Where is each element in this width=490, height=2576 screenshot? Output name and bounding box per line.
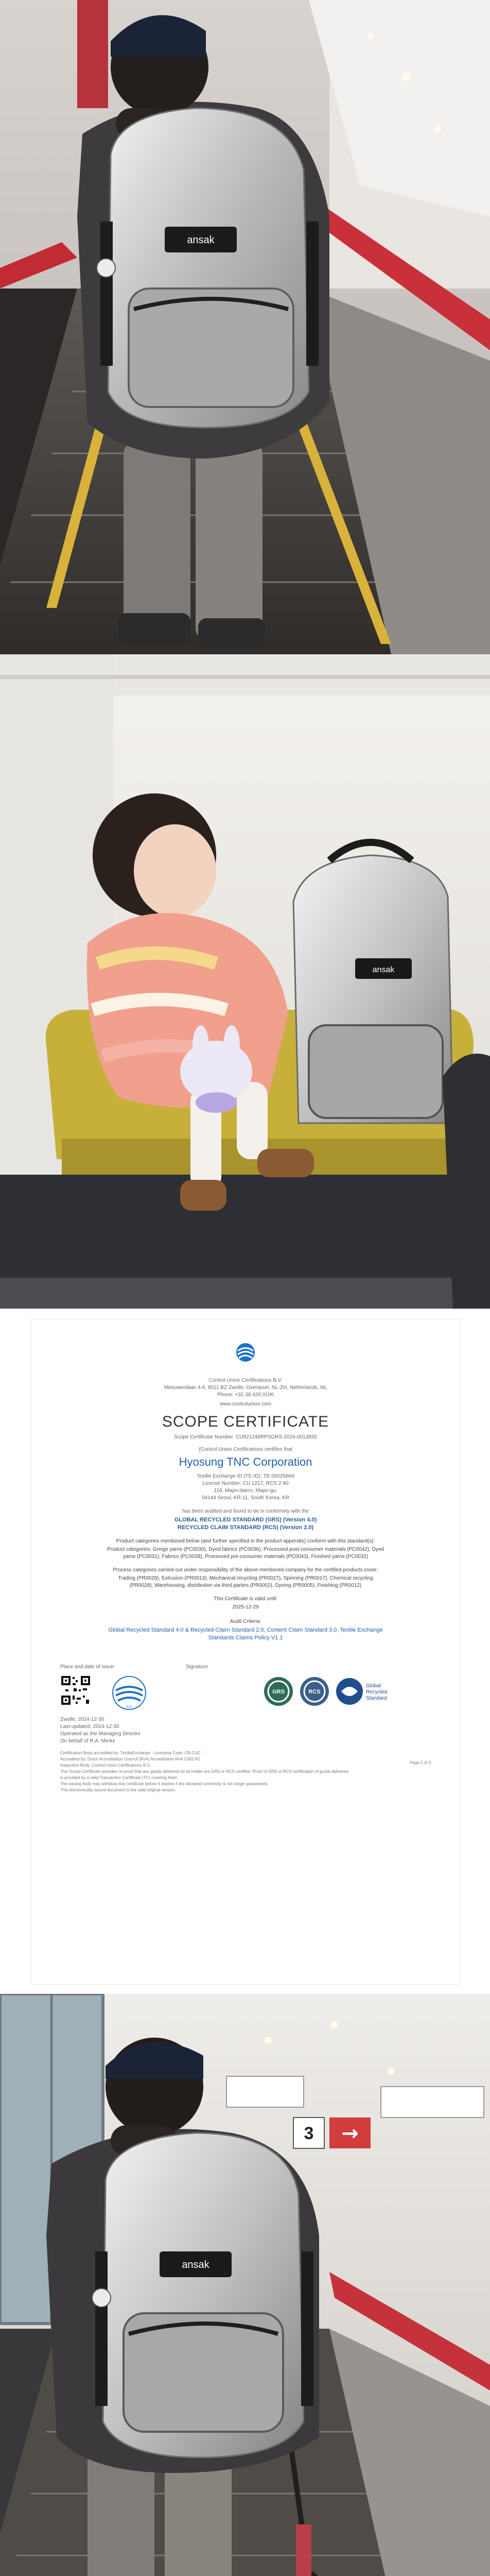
silver-backpack-on-seat [293, 842, 453, 1123]
photo-escalator-back-2 [0, 1994, 490, 2576]
audit-criteria-line-1: Global Recycled Standard 4.0 & Recycled Claim Standard 2.0, Content Claim Standard 3.0, Textile Exchange [108, 1627, 383, 1633]
grs-badge-icon [263, 1676, 294, 1709]
process-categories-heading: Process categories carried out under responsibility of the above-mentioned company for the certified products cover: [113, 1567, 378, 1573]
subway-seat-scene [0, 654, 490, 1309]
place-details-2: Last updated: 2024-12-30 [60, 1724, 119, 1730]
product-categories-line-2: yarns (PC0031), Fabrics (PC0028), Processed pre-consumer materials (PC0043), Finished yarns (PC0032) [122, 1554, 369, 1560]
control-union-seal-icon [109, 1675, 150, 1713]
place-of-issue-label: Place and date of issue: [60, 1664, 115, 1670]
process-categories-line-1: Trading (PR0028), Extrusion (PR0013), Mechanical recycling (PR0027), Spinning (PR0017), Chemical recycling [118, 1575, 373, 1581]
standard-grs: GLOBAL RECYCLED STANDARD (GRS) (Version 4.0) [174, 1517, 317, 1523]
product-categories-line-1: Product categories: Greige yarns (PC0030), Dyed fabrics (PC0036), Processed post-consumer materials (PC0042), Dyed [107, 1547, 384, 1552]
silver-backpack [97, 108, 319, 428]
scope-number: Scope Certificate Number: CU821248RPSGRS-2024-0013855 [174, 1434, 317, 1440]
place-details-4: On behalf of R.A. Merkx [60, 1738, 115, 1744]
footer-line-4: This Scope Certificate provides no proof that any goods delivered by its holder are GRS or RCS certified. Proof of GRS or RCS certification of goods delivered [60, 1769, 348, 1774]
silver-backpack-2 [92, 2133, 313, 2458]
company-address-2: 04144 Seoul, KR-11, South Korea, KR [202, 1495, 289, 1501]
seal-tag: CU [126, 1705, 132, 1709]
place-details-3: Operated as the Managing Director [60, 1731, 141, 1737]
direction-arrow-icon: → [341, 2122, 359, 2145]
issuer-address: Meeuwenlaan 4-6, 8011 BZ Zwolle, Overijssel, NL-ZH, Netherlands, NL [164, 1385, 327, 1391]
valid-until-date: 2025-12-29 [232, 1604, 259, 1610]
certifies-text: (Control Union Certifications certifies that [199, 1447, 292, 1452]
product-categories-heading: Product categories mentioned below (and further specified in the product appendix) conform with this standard(s): [116, 1538, 375, 1544]
bag-logo-text-2: ansak [372, 965, 395, 974]
textile-exchange-id: Textile Exchange ID (TE-ID): TE-00026664 [197, 1473, 294, 1479]
footer-line-6: The issuing body may withdraw this certificate before it expires if the declared conformity is not longer guaranteed. [60, 1782, 269, 1786]
global-recycled-standard-logo-icon [335, 1676, 402, 1709]
issuer-phone: Phone: +31 38 426 0100 [217, 1392, 274, 1398]
scope-certificate-section [0, 1309, 490, 1994]
control-union-logo-icon [235, 1342, 256, 1365]
certificate-title: SCOPE CERTIFICATE [162, 1413, 329, 1430]
issuer-name: Control Union Certifications B.V. [208, 1378, 283, 1383]
grs-badge-text: GRS [272, 1689, 285, 1695]
validity-note: This Certificate is valid until: [214, 1596, 277, 1602]
bag-logo-text-3: ansak [182, 2259, 209, 2270]
signature-label: Signature [186, 1664, 208, 1670]
footer-line-1: Certification Body accredited by: TextileExchange - Licensing Code: CB-CUC [60, 1751, 201, 1755]
audit-criteria-label: Audit Criteria: [230, 1619, 261, 1624]
footer-line-7: This electronically issued document is the valid original version. [60, 1788, 176, 1792]
audit-criteria-line-2: Standards Claims Policy V1.1 [208, 1635, 283, 1641]
audited-text: has been audited and found to be in conformity with the [182, 1509, 309, 1514]
standard-rcs: RECYCLED CLAIM STANDARD (RCS) (Version 2.0) [177, 1524, 314, 1531]
footer-line-5: is provided by a valid Transaction Certificate (TC) covering them. [60, 1775, 179, 1780]
grs-logo-line-1: Global [366, 1683, 381, 1689]
grs-logo-line-2: Recycled [366, 1689, 388, 1695]
license-number: License Number: CU 1217, RCS 2-90 [202, 1481, 289, 1486]
footer-line-3: Inspection Body: Control Union Certifications B.V. [60, 1763, 151, 1768]
escalator-scene-1 [0, 0, 490, 654]
company-address-1: 119, Mapo-daero, Mapo-gu, [214, 1488, 277, 1494]
photo-escalator-back-1 [0, 0, 490, 654]
scope-certificate-document [31, 1319, 460, 1985]
issuer-web: www.controlunion.com [219, 1401, 272, 1407]
company-name: Hyosung TNC Corporation [179, 1455, 312, 1468]
bag-logo-text: ansak [187, 234, 215, 246]
qr-code-icon [60, 1675, 91, 1708]
certificate-page-number: Page 1 of 3 [410, 1760, 431, 1765]
escalator-scene-2 [0, 1994, 490, 2576]
grs-logo-line-3: Standard [366, 1696, 387, 1701]
rcs-badge-icon [299, 1676, 330, 1709]
place-details-1: Zwolle, 2024-12-30 [60, 1717, 104, 1722]
photo-child-on-seat [0, 654, 490, 1309]
process-categories-line-2: (PR0028), Warehousing, distribution via third parties (PR0002), Dyeing (PR0005), Finishing (PR0012) [129, 1583, 362, 1588]
floor-number-text: 3 [304, 2124, 314, 2143]
footer-line-2: Accredited by: Dutch Accreditation Council (RvA) Accreditation RvA C002 R1 [60, 1757, 201, 1761]
rcs-badge-text: RCS [308, 1689, 321, 1695]
